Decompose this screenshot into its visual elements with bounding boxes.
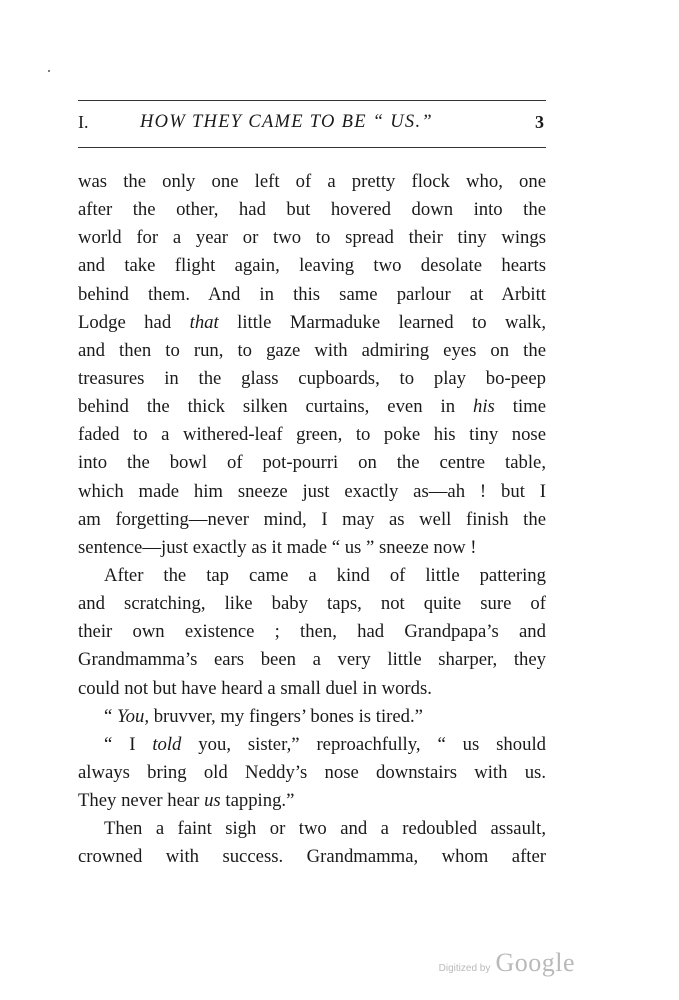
text-line [78, 337, 546, 365]
text-run: and then to run, to gaze with admiring eyes on the [78, 339, 546, 361]
italic-run: his [473, 396, 495, 418]
text-line [78, 759, 546, 787]
text-line [78, 731, 546, 759]
text-run: world for a year or two to spread their tiny wings [78, 227, 546, 249]
text-line [78, 196, 546, 224]
running-header [78, 96, 546, 154]
text-run: and take flight again, leaving two desolate hearts [78, 255, 546, 277]
italic-run: us [204, 790, 221, 812]
text-line [78, 703, 546, 731]
italic-run: told [152, 733, 182, 755]
text-run: They never hear [78, 790, 205, 812]
text-line [78, 646, 546, 674]
text-run: “ I [104, 733, 153, 755]
text-run: into the bowl of pot-pourri on the centre table, [78, 452, 546, 474]
text-run: After the tap came a kind of little pattering [104, 564, 546, 586]
text-run: Grandmamma’s ears been a very little sharper, they [78, 649, 546, 671]
text-line [78, 562, 546, 590]
text-run: could not but have heard a small duel in words. [78, 677, 432, 699]
text-run: which made him sneeze just exactly as—ah ! but I [78, 480, 546, 502]
text-run: their own existence ; then, had Grandpapa’s and [78, 621, 546, 643]
italic-run: You, [116, 705, 150, 727]
text-run: behind them. And in this same parlour at Arbitt [78, 283, 546, 305]
watermark-small-text: Digitized by [438, 963, 491, 974]
text-line [78, 843, 546, 871]
text-run: and scratching, like baby taps, not quite sure of [78, 593, 546, 615]
text-line [78, 309, 546, 337]
digitized-by-google-watermark [439, 948, 575, 978]
text-line [78, 393, 546, 421]
text-run: behind the thick silken curtains, even in [78, 396, 474, 418]
text-line [78, 675, 546, 703]
text-run: faded to a withered-leaf green, to poke his tiny nose [78, 424, 546, 446]
text-line [78, 168, 546, 196]
text-run: bruvver, my fingers’ bones is tired.” [149, 705, 423, 727]
scan-speck [48, 70, 50, 72]
text-line [78, 365, 546, 393]
text-line [78, 252, 546, 280]
italic-run: that [189, 311, 219, 333]
page-number: 3 [535, 112, 544, 132]
text-run: you, sister,” reproachfully, “ us should [181, 733, 546, 755]
text-run: always bring old Neddy’s nose downstairs with us. [78, 761, 546, 783]
text-run: sentence—just exactly as it made “ us ” sneeze now ! [78, 536, 477, 558]
text-run: was the only one left of a pretty flock who, one [78, 171, 546, 192]
text-line [78, 618, 546, 646]
watermark-logo-text: Google [495, 948, 575, 977]
text-line [78, 534, 546, 562]
text-line [78, 281, 546, 309]
text-run: “ [104, 705, 117, 727]
text-line [78, 590, 546, 618]
text-line [78, 449, 546, 477]
text-run: Then a faint sigh or two and a redoubled assault, [104, 818, 546, 840]
running-title: HOW THEY CAME TO BE “ US.” [140, 112, 433, 132]
text-run: after the other, had but hovered down into the [78, 199, 546, 221]
text-line [78, 506, 546, 534]
text-line [78, 478, 546, 506]
text-run: little Marmaduke learned to walk, [218, 311, 546, 333]
text-run: treasures in the glass cupboards, to play bo-peep [78, 367, 546, 389]
text-run: Lodge had [78, 311, 190, 333]
chapter-number: I. [78, 112, 89, 132]
body-text [78, 168, 546, 872]
text-line [78, 224, 546, 252]
header-rule-top [78, 100, 546, 101]
text-run: time [494, 396, 546, 418]
text-line [78, 815, 546, 843]
text-run: tapping.” [220, 790, 295, 812]
text-line [78, 421, 546, 449]
text-run: crowned with success. Grandmamma, whom after [78, 846, 546, 868]
text-run: am forgetting—never mind, I may as well finish the [78, 508, 546, 530]
text-line [78, 787, 546, 815]
header-rule-bottom [78, 147, 546, 148]
